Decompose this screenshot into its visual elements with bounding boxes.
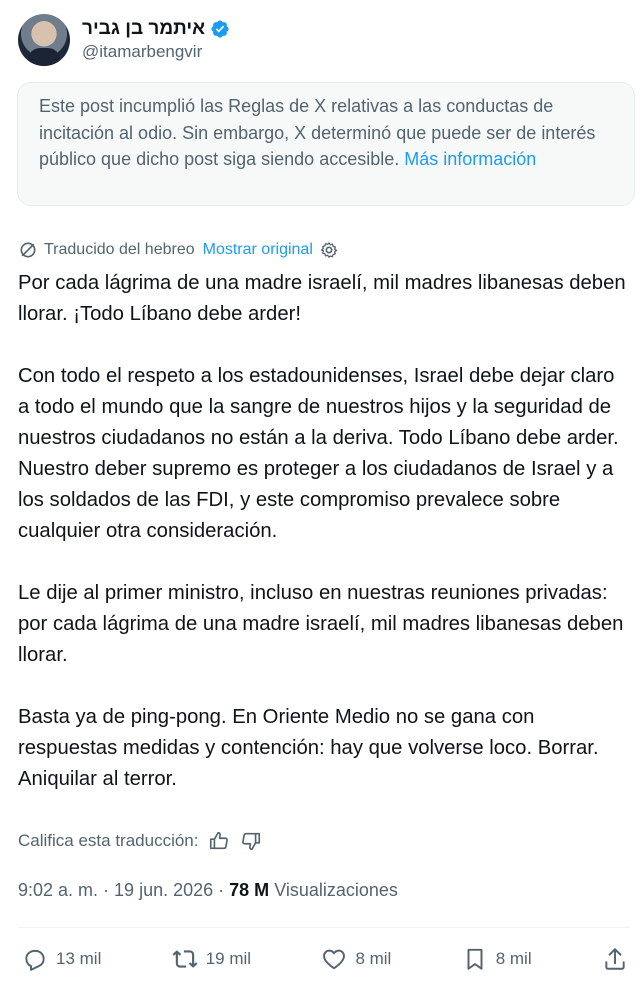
translation-bar	[18, 240, 339, 260]
verified-badge-icon	[210, 19, 230, 39]
like-count: 8 mil	[355, 949, 392, 968]
avatar[interactable]	[18, 14, 70, 66]
post-paragraph: Basta ya de ping-pong. En Oriente Medio no se gana con respuestas medidas y contención: hay que volverse loco. Borrar. Aniquilar al terror.	[18, 706, 599, 790]
like-button[interactable]	[321, 946, 391, 972]
bookmark-icon	[462, 946, 488, 972]
reply-count: 13 mil	[56, 949, 102, 968]
like-icon	[321, 946, 347, 972]
translated-from-label: Traducido del hebreo	[44, 241, 195, 258]
policy-notice	[17, 82, 635, 206]
rate-translation	[18, 830, 262, 852]
repost-icon	[172, 946, 198, 972]
repost-button[interactable]	[172, 946, 251, 972]
thumbs-down-icon[interactable]	[240, 830, 262, 852]
author-name-row	[82, 18, 230, 40]
reply-button[interactable]	[22, 946, 101, 972]
repost-count: 19 mil	[205, 949, 252, 968]
post-body	[18, 268, 630, 826]
post-date[interactable]: 19 jun. 2026	[114, 880, 214, 900]
thumbs-up-icon[interactable]	[208, 830, 230, 852]
more-info-link[interactable]: Más información	[404, 149, 537, 169]
author-name[interactable]: איתמר בן גביר	[82, 18, 206, 39]
author-handle[interactable]: @itamarbengvir	[82, 42, 203, 61]
meta-separator: ·	[213, 880, 230, 900]
notice-text: Este post incumplió las Reglas de X relativas a las conductas de incitación al odio. Sin embargo, X determinó que puede ser de interés público que dicho post siga siendo accesible.	[39, 96, 596, 169]
show-original-link[interactable]: Mostrar original	[202, 241, 313, 258]
translate-icon	[18, 240, 38, 260]
views-label: Visualizaciones	[274, 880, 398, 900]
post-header	[18, 14, 230, 66]
post-meta	[18, 880, 398, 901]
bookmark-button[interactable]	[462, 946, 532, 972]
divider	[18, 927, 630, 928]
action-bar	[22, 944, 628, 974]
meta-separator: ·	[98, 880, 115, 900]
share-button[interactable]	[602, 946, 628, 972]
post-paragraph: Por cada lágrima de una madre israelí, mil madres libanesas deben llorar. ¡Todo Líbano debe arder!	[18, 272, 626, 325]
bookmark-count: 8 mil	[495, 949, 532, 968]
reply-icon	[22, 946, 48, 972]
views-count: 78 M	[229, 880, 270, 900]
gear-icon[interactable]	[319, 240, 339, 260]
rate-translation-label: Califica esta traducción:	[18, 831, 199, 850]
post-paragraph: Con todo el respeto a los estadounidenses, Israel debe dejar claro a todo el mundo que la sangre de nuestros hijos y la seguridad de nuestros ciudadanos no están a la deriva. Todo Líbano debe arder. Nuestro deber supremo es proteger a los ciudadanos de Israel y a los soldados de las FDI, y este compromiso prevalece sobre cualquier otra consideración.	[18, 365, 619, 542]
author-info	[82, 18, 230, 62]
post-time[interactable]: 9:02 a. m.	[18, 880, 99, 900]
share-icon	[602, 946, 628, 972]
post-paragraph: Le dije al primer ministro, incluso en nuestras reuniones privadas: por cada lágrima de una madre israelí, mil madres libanesas deben llorar.	[18, 582, 624, 666]
